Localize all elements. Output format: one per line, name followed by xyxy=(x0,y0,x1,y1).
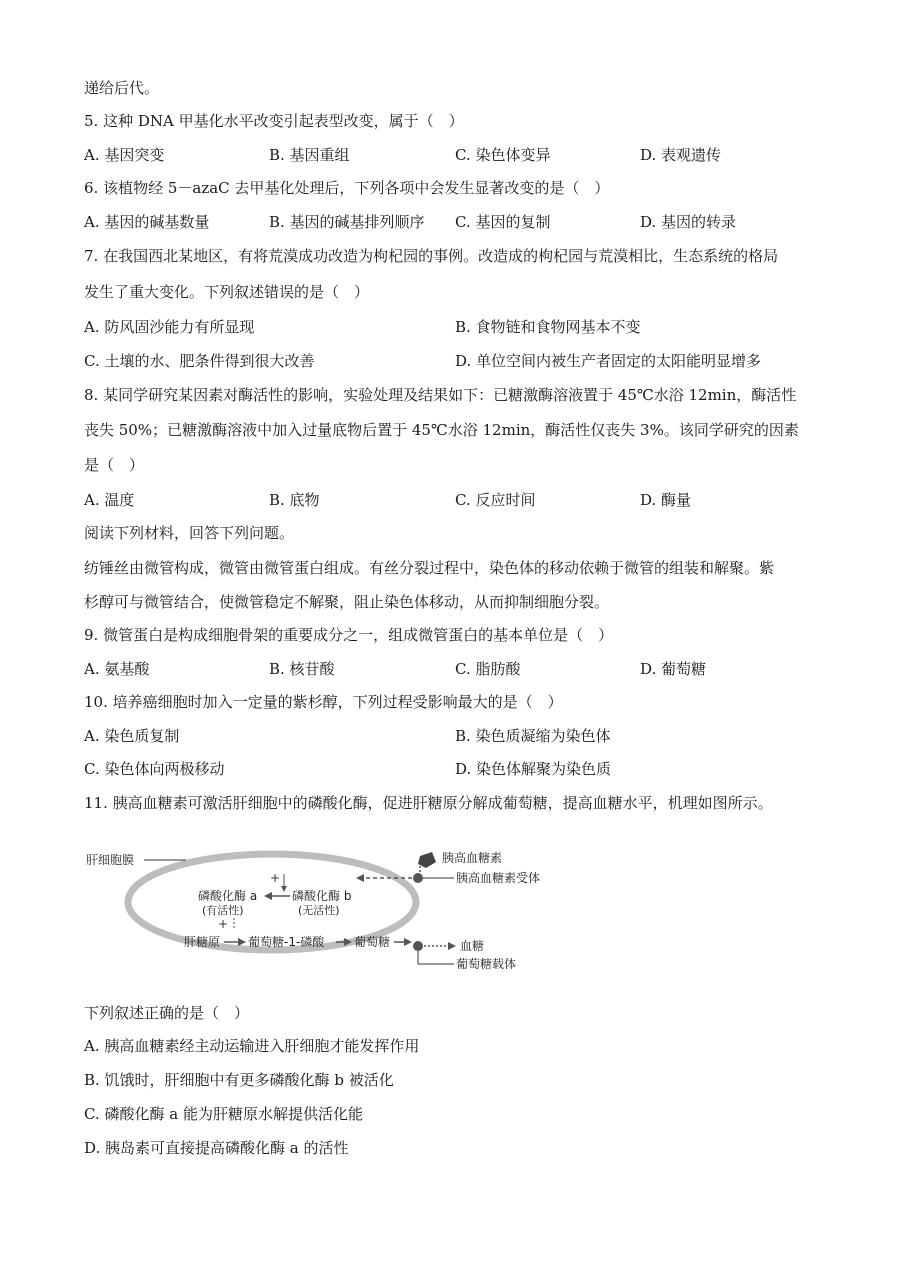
q11-option-a[interactable]: A. 胰高血糖素经主动运输进入肝细胞才能发挥作用 xyxy=(84,1037,420,1055)
q9-option-d[interactable]: D. 葡萄糖 xyxy=(640,660,707,678)
q9-option-a[interactable]: A. 氨基酸 xyxy=(84,660,150,678)
enzyme-b-label: 磷酸化酶 b xyxy=(292,889,352,903)
question-11-prompt: 下列叙述正确的是（ ） xyxy=(84,1004,250,1022)
q10-option-d[interactable]: D. 染色体解聚为染色质 xyxy=(455,760,612,778)
question-6: 6. 该植物经 5－azaC 去甲基化处理后，下列各项中会发生显著改变的是（ ） xyxy=(84,179,610,197)
question-11: 11. 胰高血糖素可激活肝细胞中的磷酸化酶，促进肝糖原分解成葡萄糖，提高血糖水平，机理如图所示。 xyxy=(84,794,773,812)
question-5: 5. 这种 DNA 甲基化水平改变引起表型改变，属于（ ） xyxy=(84,112,464,130)
glycogen-label: 肝糖原 xyxy=(184,935,221,949)
g1p-label: 葡萄糖-1-磷酸 xyxy=(248,935,325,949)
q7-option-a[interactable]: A. 防风固沙能力有所显现 xyxy=(84,318,255,336)
q11-option-d[interactable]: D. 胰岛素可直接提高磷酸化酶 a 的活性 xyxy=(84,1139,349,1157)
glucagon-icon xyxy=(418,852,436,868)
q8-option-b[interactable]: B. 底物 xyxy=(269,491,320,509)
question-8-line2: 丧失 50%；已糖激酶溶液中加入过量底物后置于 45℃水浴 12min，酶活性仅丧失 3%。该同学研究的因素 xyxy=(84,421,799,439)
question-8-line3: 是（ ） xyxy=(84,456,145,474)
glucagon-label: 胰高血糖素 xyxy=(442,851,503,865)
q5-option-a[interactable]: A. 基因突变 xyxy=(84,146,165,164)
q9-option-c[interactable]: C. 脂肪酸 xyxy=(455,660,521,678)
plus-sign-2: + xyxy=(218,917,229,931)
q10-option-b[interactable]: B. 染色质凝缩为染色体 xyxy=(455,727,611,745)
q5-option-d[interactable]: D. 表观遗传 xyxy=(640,146,722,164)
q8-option-d[interactable]: D. 酶量 xyxy=(640,491,692,509)
material-line1: 纺锤丝由微管构成，微管由微管蛋白组成。有丝分裂过程中，染色体的移动依赖于微管的组装和解聚。紫 xyxy=(84,559,775,577)
question-9: 9. 微管蛋白是构成细胞骨架的重要成分之一，组成微管蛋白的基本单位是（ ） xyxy=(84,626,614,644)
q7-option-d[interactable]: D. 单位空间内被生产者固定的太阳能明显增多 xyxy=(455,352,762,370)
glucose-label: 葡萄糖 xyxy=(354,935,391,949)
membrane-label: 肝细胞膜 xyxy=(86,853,135,867)
q7-option-b[interactable]: B. 食物链和食物网基本不变 xyxy=(455,318,641,336)
q6-option-a[interactable]: A. 基因的碱基数量 xyxy=(84,213,210,231)
q6-option-b[interactable]: B. 基因的碱基排列顺序 xyxy=(269,213,425,231)
question-7-line2: 发生了重大变化。下列叙述错误的是（ ） xyxy=(84,283,370,301)
receptor-label: 胰高血糖素受体 xyxy=(456,871,541,885)
carrier-label: 葡萄糖载体 xyxy=(456,957,517,971)
question-7-line1: 7. 在我国西北某地区，有将荒漠成功改造为枸杞园的事例。改造成的枸杞园与荒漠相比，生态系统的格局 xyxy=(84,247,779,265)
q9-option-b[interactable]: B. 核苷酸 xyxy=(269,660,335,678)
q6-option-c[interactable]: C. 基因的复制 xyxy=(455,213,551,231)
q10-option-c[interactable]: C. 染色体向两极移动 xyxy=(84,760,225,778)
q10-option-a[interactable]: A. 染色质复制 xyxy=(84,727,180,745)
q11-option-b[interactable]: B. 饥饿时，肝细胞中有更多磷酸化酶 b 被活化 xyxy=(84,1071,394,1089)
plus-sign-1: + xyxy=(270,871,281,885)
q5-option-b[interactable]: B. 基因重组 xyxy=(269,146,350,164)
material-line2: 杉醇可与微管结合，使微管稳定不解聚，阻止染色体移动，从而抑制细胞分裂。 xyxy=(84,593,610,611)
receptor-icon xyxy=(413,873,423,883)
glucose-carrier-icon xyxy=(413,941,423,951)
continued-text: 递给后代。 xyxy=(84,79,160,97)
blood-glucose-label: 血糖 xyxy=(460,939,485,953)
q11-option-c[interactable]: C. 磷酸化酶 a 能为肝糖原水解提供活化能 xyxy=(84,1105,363,1123)
reading-instruction: 阅读下列材料，回答下列问题。 xyxy=(84,524,295,542)
q7-option-c[interactable]: C. 土壤的水、肥条件得到很大改善 xyxy=(84,352,315,370)
question-10: 10. 培养癌细胞时加入一定量的紫杉醇，下列过程受影响最大的是（ ） xyxy=(84,693,563,711)
question-8-line1: 8. 某同学研究某因素对酶活性的影响，实验处理及结果如下：已糖激酶溶液置于 45℃水浴 12min，酶活性 xyxy=(84,386,797,404)
q8-option-a[interactable]: A. 温度 xyxy=(84,491,135,509)
enzyme-a-label: 磷酸化酶 a xyxy=(198,889,258,903)
q8-option-c[interactable]: C. 反应时间 xyxy=(455,491,536,509)
enzyme-a-state: (有活性) xyxy=(202,904,244,917)
enzyme-b-state: (无活性) xyxy=(298,904,340,917)
glucagon-mechanism-figure xyxy=(84,838,564,988)
q5-option-c[interactable]: C. 染色体变异 xyxy=(455,146,551,164)
q6-option-d[interactable]: D. 基因的转录 xyxy=(640,213,737,231)
